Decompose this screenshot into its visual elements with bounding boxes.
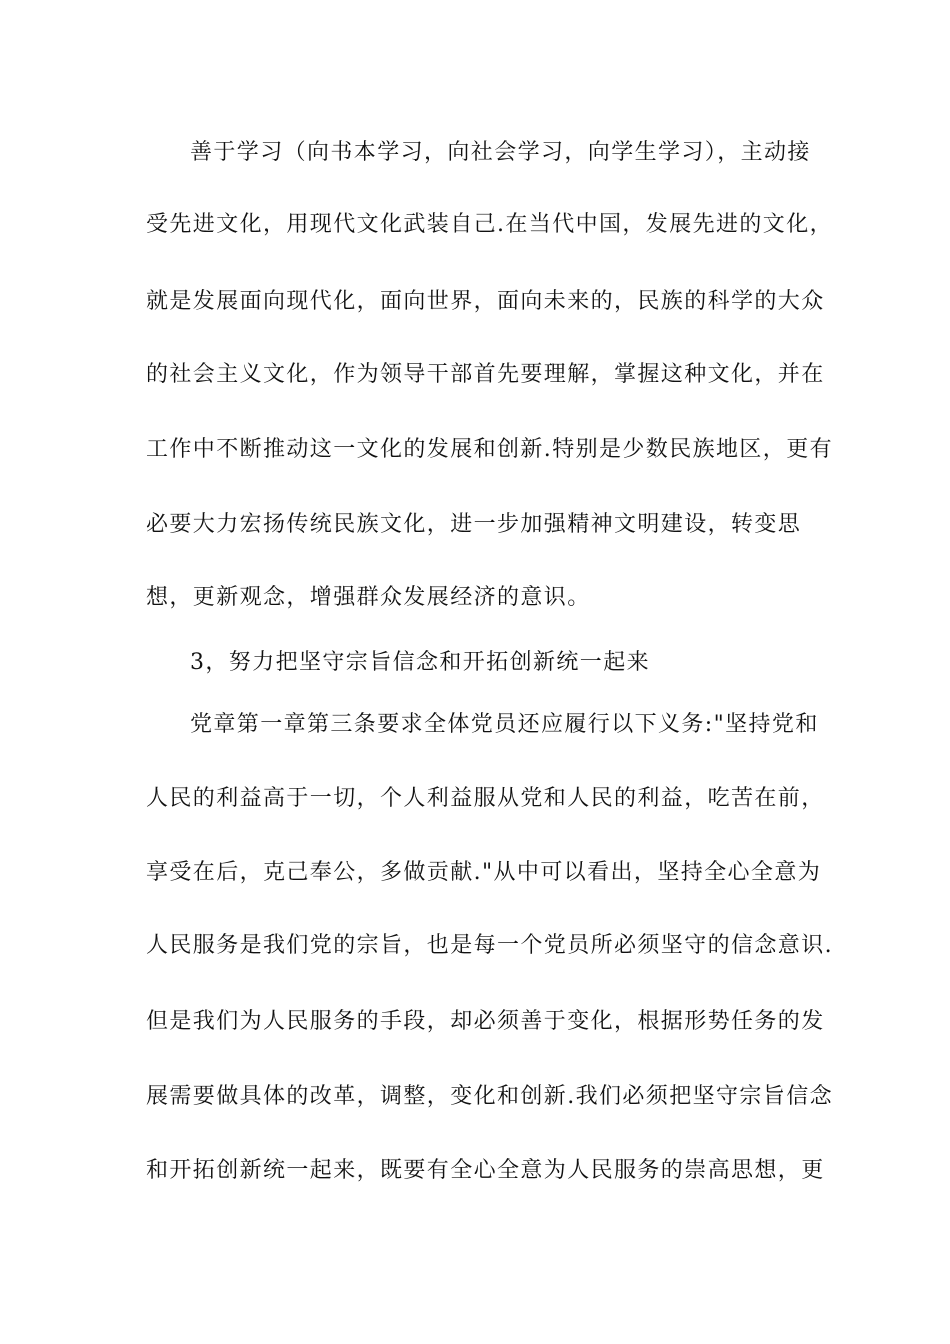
paragraph-line: 受先进文化，用现代文化武装自己.在当代中国，发展先进的文化， — [146, 212, 833, 237]
paragraph-line: 享受在后，克己奉公，多做贡献."从中可以看出，坚持全心全意为 — [146, 860, 822, 885]
section-heading: 3，努力把坚守宗旨信念和开拓创新统一起来 — [190, 650, 650, 675]
paragraph-line: 展需要做具体的改革，调整，变化和创新.我们必须把坚守宗旨信念 — [146, 1084, 833, 1109]
paragraph-line: 善于学习（向书本学习，向社会学习，向学生学习），主动接 — [190, 140, 811, 165]
paragraph-line: 工作中不断推动这一文化的发展和创新.特别是少数民族地区，更有 — [146, 437, 833, 462]
paragraph-line: 人民服务是我们党的宗旨，也是每一个党员所必须坚守的信念意识. — [146, 933, 833, 958]
paragraph-line: 党章第一章第三条要求全体党员还应履行以下义务:"坚持党和 — [190, 712, 819, 737]
paragraph-line: 但是我们为人民服务的手段，却必须善于变化，根据形势任务的发 — [146, 1009, 825, 1034]
paragraph-line: 人民的利益高于一切，个人利益服从党和人民的利益，吃苦在前， — [146, 786, 825, 811]
paragraph-line: 和开拓创新统一起来，既要有全心全意为人民服务的崇高思想，更 — [146, 1158, 825, 1183]
paragraph-line: 的社会主义文化，作为领导干部首先要理解，掌握这种文化，并在 — [146, 362, 825, 387]
paragraph-line: 想，更新观念，增强群众发展经济的意识。 — [146, 585, 591, 610]
paragraph-line: 就是发展面向现代化，面向世界，面向未来的，民族的科学的大众 — [146, 289, 825, 314]
paragraph-line: 必要大力宏扬传统民族文化，进一步加强精神文明建设，转变思 — [146, 512, 802, 537]
